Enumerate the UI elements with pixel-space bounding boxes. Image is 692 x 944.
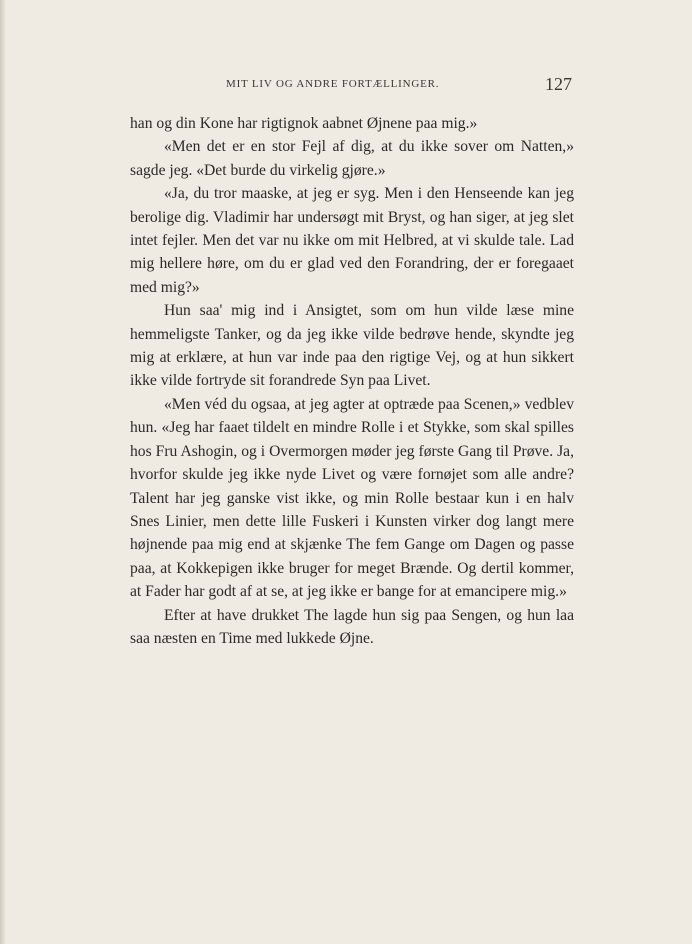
paragraph: Efter at have drukket The lagde hun sig paa Sengen, og hun laa saa næsten en Time med lukkede Øjne. (130, 606, 574, 647)
paragraph: han og din Kone har rigtignok aabnet Øjnene paa mig.» (130, 115, 478, 132)
page-number: 127 (545, 74, 572, 94)
paragraph: «Ja, du tror maaske, at jeg er syg. Men i den Henseende kan jeg berolige dig. Vladimir har undersøgt mit Bryst, og han siger, at jeg slet intet fejler. Men det var nu ikke om mit Helbred, at vi skulde tale. Lad mig hellere høre, om du er glad ved den Forandring, der er foregaaet med mig?» (130, 185, 574, 296)
paragraph: «Men véd du ogsaa, at jeg agter at optræde paa Scenen,» vedblev hun. «Jeg har faaet tildelt en mindre Rolle i et Stykke, som skal spilles hos Fru Ashogin, og i Overmorgen møder jeg første Gang til Prøve. Ja, hvorfor skulde jeg ikke nyde Livet og være fornøjet som alle andre? Talent har jeg ganske vist ikke, og min Rolle bestaar kun i en halv Snes Linier, men dette lille Fuskeri i Kunsten virker dog langt mere højnende paa mig end at skjænke The fem Gange om Dagen og passe paa, at Kokkepigen ikke bruger for meget Brænde. Og dertil kommer, at Fader har godt af at se, at jeg ikke er bange for at emancipere mig.» (130, 395, 574, 601)
paragraph: «Men det er en stor Fejl af dig, at du ikke sover om Natten,» sagde jeg. «Det burde du virkelig gjøre.» (130, 138, 574, 179)
paragraph: Hun saa' mig ind i Ansigtet, som om hun vilde læse mine hemmeligste Tanker, og da jeg ikke vilde bedrøve hende, skyndte jeg mig at erklære, at hun var inde paa den rigtige Vej, og at hun sikkert ikke vilde fortryde sit forandrede Syn paa Livet. (130, 302, 574, 390)
body-text (130, 112, 574, 650)
running-header (130, 74, 574, 96)
running-title: MIT LIV OG ANDRE FORTÆLLINGER. (226, 78, 440, 90)
